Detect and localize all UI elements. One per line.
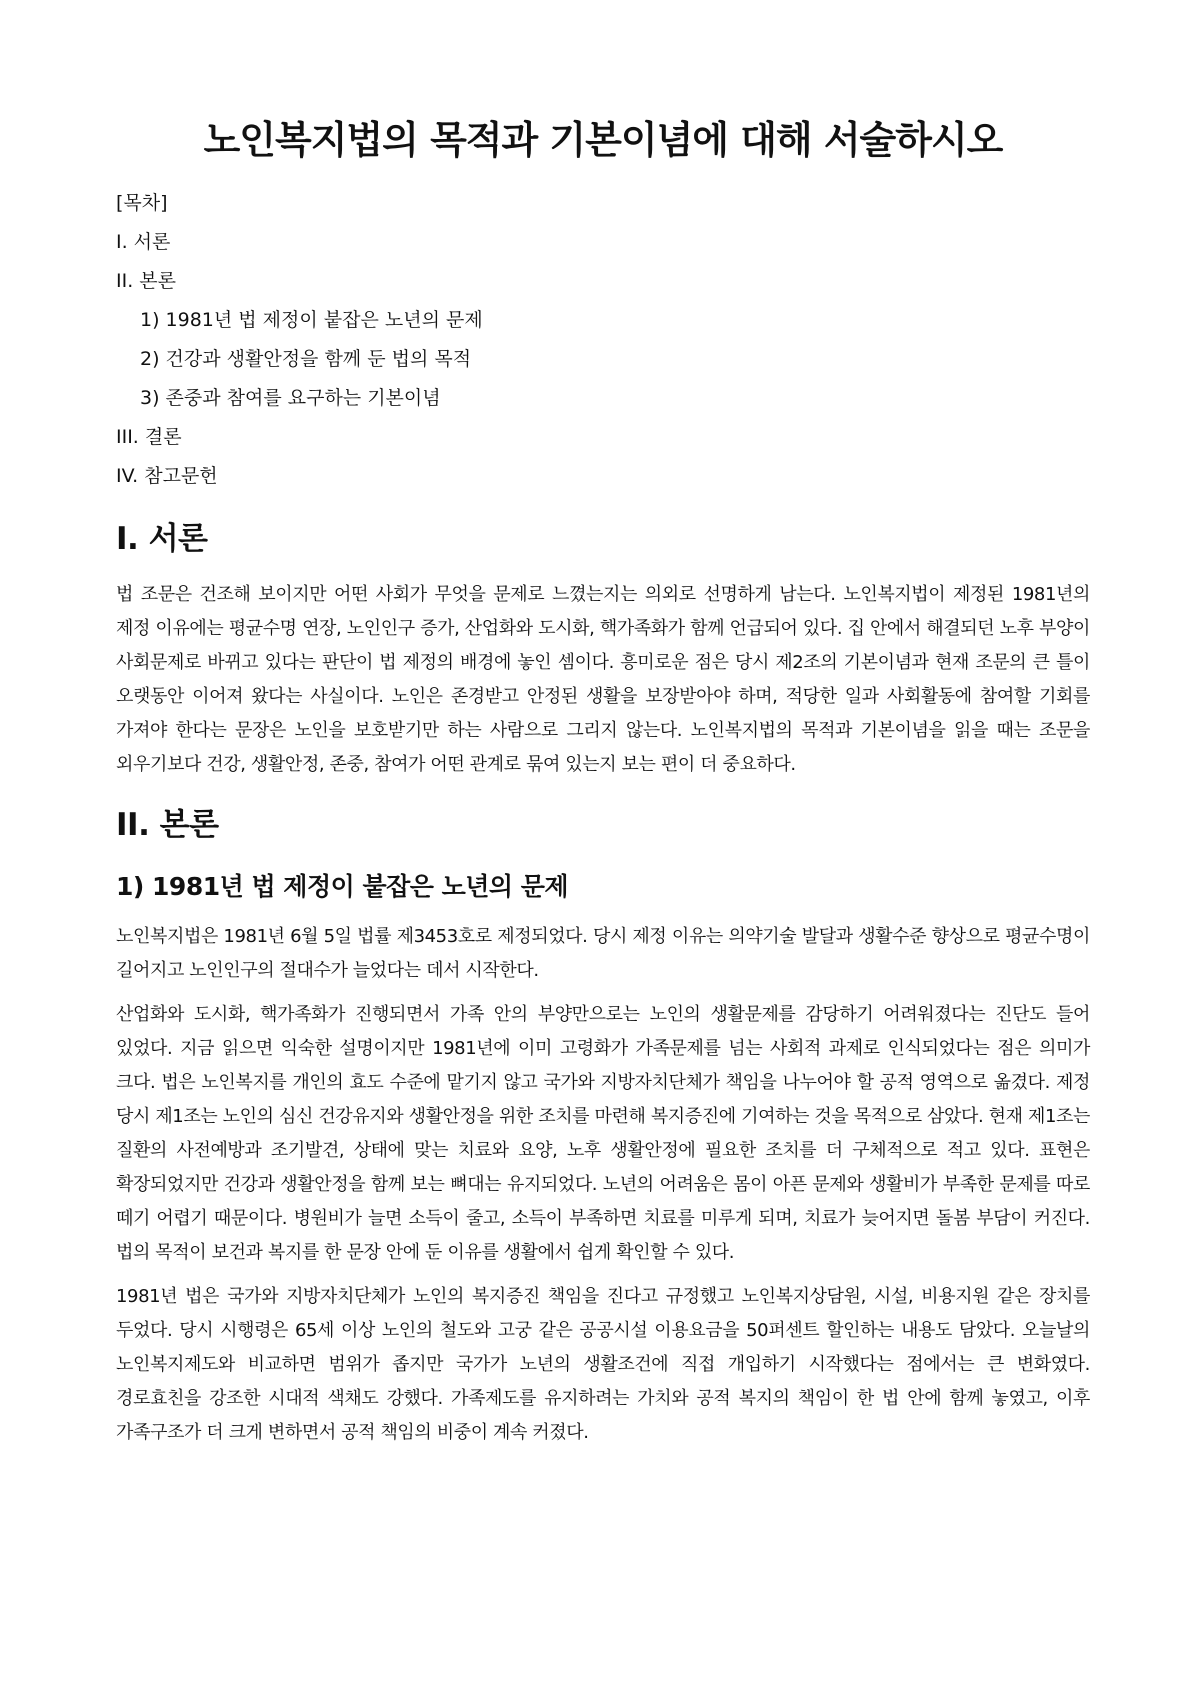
subsection-heading-1: 1) 1981년 법 제정이 붙잡은 노년의 문제	[116, 872, 569, 901]
toc-item-body-3: 3) 존중과 참여를 요구하는 기본이념	[140, 387, 441, 409]
toc-item-references: IV. 참고문헌	[116, 465, 218, 487]
body-paragraph-1: 노인복지법은 1981년 6월 5일 법률 제3453호로 제정되었다. 당시 제정 이유는 의약기술 발달과 생활수준 향상으로 평균수명이 길어지고 노인인구의 절대수가 늘었다는 데서 시작한다.	[116, 926, 1090, 981]
toc-item-intro: I. 서론	[116, 231, 171, 253]
body-paragraph-2: 산업화와 도시화, 핵가족화가 진행되면서 가족 안의 부양만으로는 노인의 생활문제를 감당하기 어려워졌다는 진단도 들어 있었다. 지금 읽으면 익숙한 설명이지만 1981년에 이미 고령화가 가족문제를 넘는 사회적 과제로 인식되었다는 점은 의미가 크다. 법은 노인복지를 개인의 효도 수준에 맡기지 않고 국가와 지방자치단체가 책임을 나누어야 할 공적 영역으로 옮겼다. 제정 당시 제1조는 노인의 심신 건강유지와 생활안정을 위한 조치를 마련해 복지증진에 기여하는 것을 목적으로 삼았다. 현재 제1조는 질환의 사전예방과 조기발견, 상태에 맞는 치료와 요양, 노후 생활안정에 필요한 조치를 더 구체적으로 적고 있다. 표현은 확장되었지만 건강과 생활안정을 함께 보는 뼈대는 유지되었다. 노년의 어려움은 몸이 아픈 문제와 생활비가 부족한 문제를 따로 떼기 어렵기 때문이다. 병원비가 늘면 소득이 줄고, 소득이 부족하면 치료를 미루게 되며, 치료가 늦어지면 돌봄 부담이 커진다. 법의 목적이 보건과 복지를 한 문장 안에 둔 이유를 생활에서 쉽게 확인할 수 있다.	[116, 1004, 1090, 1263]
document-title: 노인복지법의 목적과 기본이념에 대해 서술하시오	[203, 118, 1003, 162]
body-paragraph-3: 1981년 법은 국가와 지방자치단체가 노인의 복지증진 책임을 진다고 규정했고 노인복지상담원, 시설, 비용지원 같은 장치를 두었다. 당시 시행령은 65세 이상 노인의 철도와 고궁 같은 공공시설 이용요금을 50퍼센트 할인하는 내용도 담았다. 오늘날의 노인복지제도와 비교하면 범위가 좁지만 국가가 노년의 생활조건에 직접 개입하기 시작했다는 점에서는 큰 변화였다. 경로효친을 강조한 시대적 색채도 강했다. 가족제도를 유지하려는 가치와 공적 복지의 책임이 한 법 안에 함께 놓였고, 이후 가족구조가 더 크게 변하면서 공적 책임의 비중이 계속 커졌다.	[116, 1286, 1090, 1443]
toc-item-body-1: 1) 1981년 법 제정이 붙잡은 노년의 문제	[140, 309, 483, 331]
intro-paragraph: 법 조문은 건조해 보이지만 어떤 사회가 무엇을 문제로 느꼈는지는 의외로 선명하게 남는다. 노인복지법이 제정된 1981년의 제정 이유에는 평균수명 연장, 노인인구 증가, 산업화와 도시화, 핵가족화가 함께 언급되어 있다. 집 안에서 해결되던 노후 부양이 사회문제로 바뀌고 있다는 판단이 법 제정의 배경에 놓인 셈이다. 흥미로운 점은 당시 제2조의 기본이념과 현재 조문의 큰 틀이 오랫동안 이어져 왔다는 사실이다. 노인은 존경받고 안정된 생활을 보장받아야 하며, 적당한 일과 사회활동에 참여할 기회를 가져야 한다는 문장은 노인을 보호받기만 하는 사람으로 그리지 않는다. 노인복지법의 목적과 기본이념을 읽을 때는 조문을 외우기보다 건강, 생활안정, 존중, 참여가 어떤 관계로 묶여 있는지 보는 편이 더 중요하다.	[116, 584, 1090, 775]
toc-heading: [목차]	[116, 192, 168, 214]
section-heading-intro: I. 서론	[116, 521, 208, 557]
toc-item-conclusion: III. 결론	[116, 426, 182, 448]
toc-item-body: II. 본론	[116, 270, 176, 292]
section-heading-body: II. 본론	[116, 807, 219, 843]
table-of-contents	[116, 184, 1090, 496]
toc-item-body-2: 2) 건강과 생활안정을 함께 둔 법의 목적	[140, 348, 472, 370]
